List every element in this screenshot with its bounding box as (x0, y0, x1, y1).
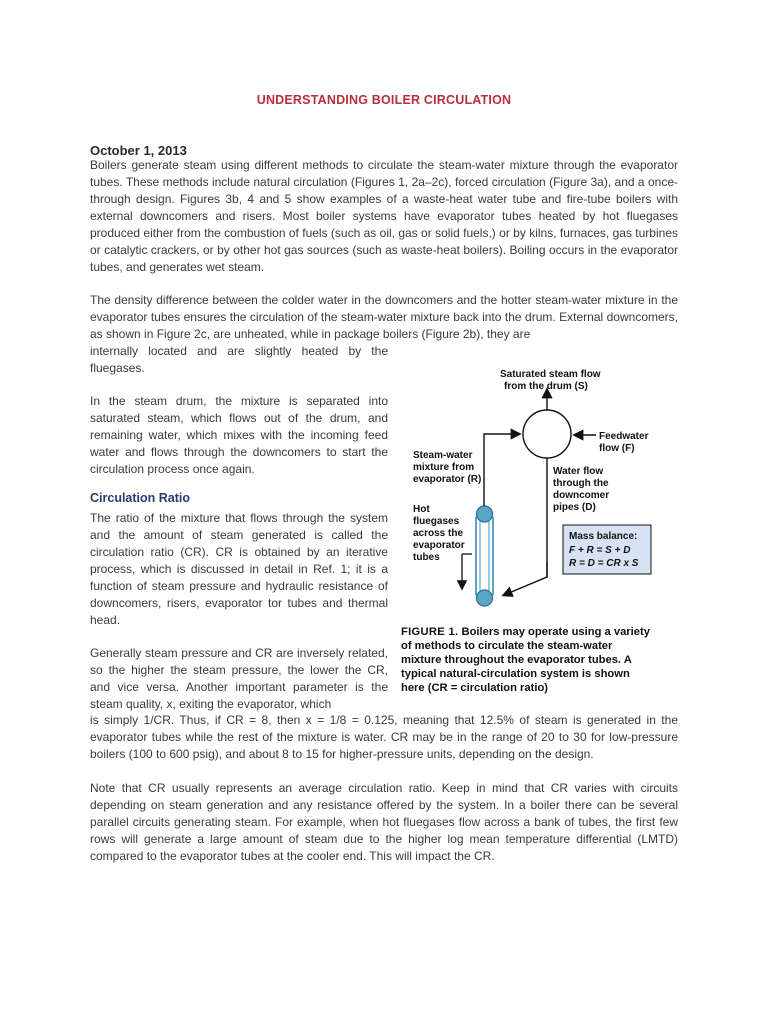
paragraph-steam-pressure: Generally steam pressure and CR are inversely related, so the higher the steam pressure, the lower the CR, and vice versa. Another important parameter is the steam quality, x, exiting the evaporator, which (90, 646, 388, 711)
label-steam-line1: Saturated steam flow (500, 369, 601, 380)
section-heading-circulation-ratio: Circulation Ratio (90, 491, 191, 505)
paragraph-density: The density difference between the colder water in the downcomers and the hotter steam-water mixture in the evaporator tubes ensures the circulation of the steam-water mixture back into the drum. External downcomers, as shown in Figure 2c, are unheated, while in package boilers (Figure 2b), they are (90, 293, 678, 341)
label-hot-line3: across the (413, 528, 464, 539)
label-hot-line5: tubes (413, 552, 440, 563)
paragraph-steam-drum: In the steam drum, the mixture is separated into saturated steam, which flows out of the drum, and remaining water, which mixes with the incoming feed water and flows through the downcomers to start the circulation process once again. (90, 394, 388, 476)
label-steam-line2: from the drum (S) (504, 381, 588, 392)
page-title: UNDERSTANDING BOILER CIRCULATION (256, 93, 512, 107)
label-water-line3: downcomer (553, 490, 610, 501)
label-water-line1: Water flow (553, 466, 604, 477)
paragraph-steam-quality: is simply 1/CR. Thus, if CR = 8, then x = 1/8 = 0.125, meaning that 12.5% of steam is generated in the evaporator tubes while the rest of the mixture is water. CR may be in the range of 20 to 30 for low-pressure boilers (100 to 600 psig), and about 8 to 15 for higher-pressure units, depending on the design. (90, 713, 678, 761)
label-hot-line2: fluegases (413, 516, 460, 527)
steam-drum-shape (523, 410, 571, 458)
label-feed-line1: Feedwater (599, 431, 649, 442)
evaporator-tube-outer (476, 514, 493, 598)
label-hot-line1: Hot (413, 504, 430, 515)
mass-balance-title: Mass balance: (569, 531, 638, 542)
upper-header (477, 506, 493, 522)
label-water-line4: pipes (D) (553, 502, 596, 513)
riser-pipe (484, 434, 519, 504)
paragraph-circulation-ratio: The ratio of the mixture that flows through the system and the amount of steam generated is called the circulation ratio (CR). CR is obtained by an iterative process, which is discussed in detail in Ref. 1; it is a function of steam pressure and hydraulic resistance of downcomers, risers, evaporator tor tubes and thermal head. (90, 511, 388, 627)
figure-number: FIGURE 1. (401, 626, 459, 638)
label-mix-line3: evaporator (R) (413, 474, 482, 485)
mass-balance-eq1: F + R = S + D (569, 545, 631, 556)
label-hot-line4: evaporator (413, 540, 465, 551)
mass-balance-eq2: R = D = CR x S (569, 558, 639, 569)
paragraph-intro: Boilers generate steam using different methods to circulate the steam-water mixture through the evaporator tubes. These methods include natural circulation (Figures 1, 2a–2c), forced circulation (Figure 3a), and a once-through design. Figures 3b, 4 and 5 show examples of a waste-heat water tube and fire-tube boilers with external downcomers and risers. Most boiler systems have evaporator tubes heated by hot fluegases produced either from the combustion of fuels (such as oil, gas or solid fuels,) or by kilns, furnaces, gas turbines or catalytic crackers, or by other hot gas sources (such as waste-heat boilers). Boiling occurs in the evaporator tubes, and generates wet steam. (90, 158, 678, 274)
lower-header (477, 590, 493, 606)
paragraph-average-cr: Note that CR usually represents an average circulation ratio. Keep in mind that CR varies with circuits depending on steam generation and any resistance offered by the system. In a boiler there can be several parallel circuits generating steam. For example, when hot fluegases flow across a bank of tubes, the first few rows will generate a large amount of steam due to the higher log mean temperature differential (LMTD) compared to the evaporator tubes at the cooler end. This will impact the CR. (90, 781, 678, 863)
figure-caption (401, 625, 651, 695)
downcomer-pipe (504, 458, 547, 595)
paragraph-density-cont: internally located and are slightly heated by the fluegases. (90, 344, 388, 375)
label-feed-line2: flow (F) (599, 443, 635, 454)
article-date: October 1, 2013 (90, 143, 187, 158)
label-mix-line2: mixture from (413, 462, 475, 473)
label-water-line2: through the (553, 478, 609, 489)
label-mix-line1: Steam-water (413, 450, 473, 461)
figure-caption-text: Boilers may operate using a variety of methods to circulate the steam-water mixture throughout the evaporator tubes. A typical natural-circulation system is shown here (CR = circulation ratio) (401, 626, 650, 694)
